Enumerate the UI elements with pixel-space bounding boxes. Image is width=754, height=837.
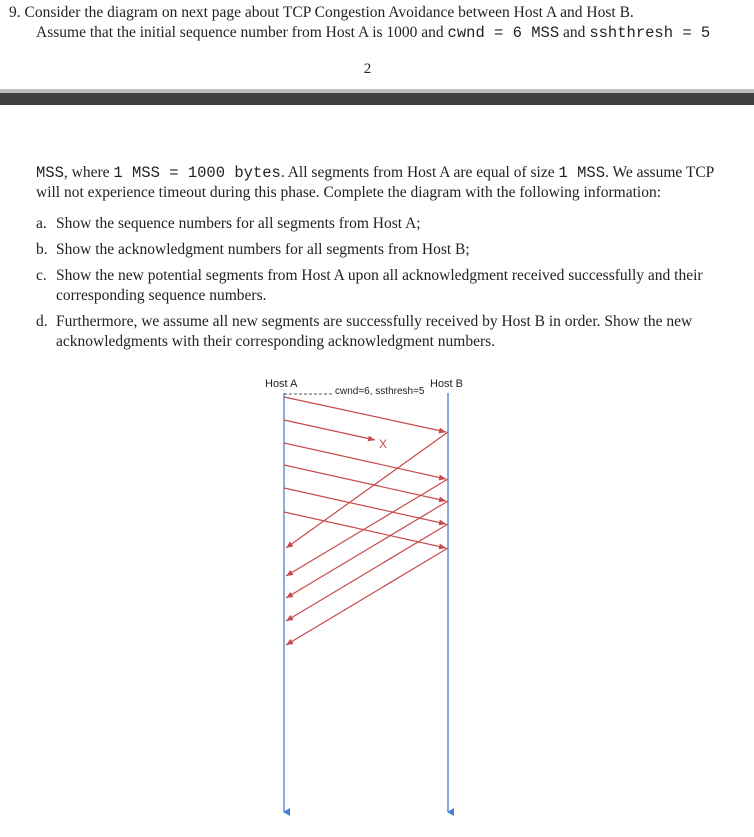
host-a-label: Host A xyxy=(265,378,298,390)
segment-arrow-lost xyxy=(284,420,375,440)
task-letter: b. xyxy=(36,241,48,258)
continuation-text-a: , where xyxy=(63,164,114,181)
question-line2a: Assume that the initial sequence number from Host A is 1000 and xyxy=(36,24,448,41)
task-text: Furthermore, we assume all new segments are successfully received by Host B in order. Show the new acknowledgments with their corresponding acknowledgment numbers. xyxy=(56,313,693,350)
mss-term: MSS xyxy=(36,164,64,182)
segment-arrow-5 xyxy=(284,488,446,524)
host-b-label: Host B xyxy=(430,378,464,390)
ack-arrow-4 xyxy=(286,524,448,621)
window-label: cwnd=6, ssthresh=5 xyxy=(335,386,425,397)
loss-marker: X xyxy=(379,437,388,451)
ssthresh-value: sshthresh = 5 xyxy=(589,24,711,42)
question-line1: Consider the diagram on next page about TCP Congestion Avoidance between Host A and Host B. xyxy=(24,4,634,21)
segment-arrow-4 xyxy=(284,465,446,501)
task-letter: c. xyxy=(36,267,47,284)
ack-arrow-3 xyxy=(286,501,448,598)
ack-arrow-5 xyxy=(286,548,448,645)
mss-definition: 1 MSS = 1000 bytes xyxy=(113,164,281,182)
segment-size: 1 MSS xyxy=(558,164,606,182)
question-number: 9. xyxy=(9,4,21,21)
task-letter: a. xyxy=(36,215,47,232)
task-text: Show the sequence numbers for all segments from Host A; xyxy=(56,215,421,232)
continuation-text-b: . All segments from Host A are equal of size xyxy=(280,164,559,181)
question-line2b: and xyxy=(559,24,590,41)
segment-arrow-1 xyxy=(284,397,446,432)
cwnd-value: cwnd = 6 MSS xyxy=(447,24,560,42)
task-text: Show the new potential segments from Host A upon all acknowledgment received successfully and their corresponding sequence numbers. xyxy=(56,267,703,304)
task-letter: d. xyxy=(36,313,48,330)
continuation-text-c: . We assume TCP will not experience timeout during this phase. Complete the diagram with the following information: xyxy=(36,164,714,201)
task-text: Show the acknowledgment numbers for all segments from Host B; xyxy=(56,241,470,258)
segment-arrow-3 xyxy=(284,443,446,479)
page-number: 2 xyxy=(363,61,372,77)
